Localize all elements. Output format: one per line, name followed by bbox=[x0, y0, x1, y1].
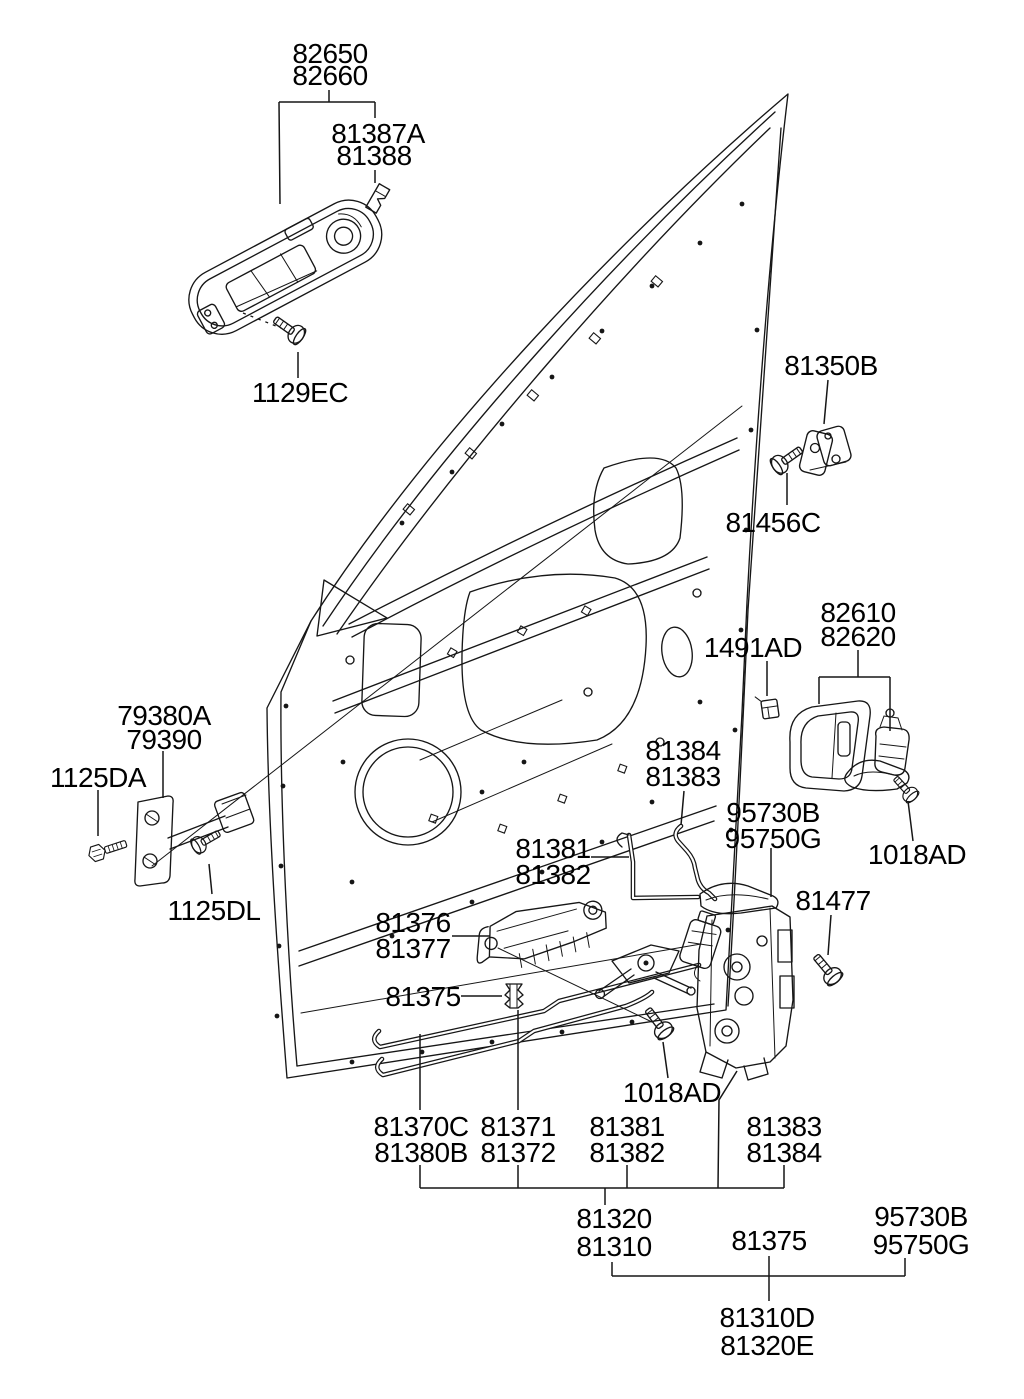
weld-dot bbox=[400, 521, 405, 526]
square-hole bbox=[465, 448, 476, 459]
latch-body-lines bbox=[710, 908, 775, 1058]
regulator-line-1 bbox=[420, 700, 562, 760]
part-label: 81310D bbox=[719, 1302, 815, 1333]
mid-bar-2 bbox=[335, 569, 709, 713]
weld-dot bbox=[350, 1060, 355, 1065]
weld-dot bbox=[600, 329, 605, 334]
weld-dot bbox=[650, 800, 655, 805]
door-checker bbox=[135, 791, 255, 886]
square-hole bbox=[558, 794, 567, 803]
weld-dot bbox=[522, 760, 527, 765]
handle-pad-clip bbox=[366, 184, 390, 213]
clip-body bbox=[761, 699, 779, 719]
latch-hole bbox=[735, 987, 753, 1005]
door-bottom-inner bbox=[297, 1004, 714, 1066]
part-label: 81320 bbox=[576, 1203, 652, 1234]
weld-dot bbox=[600, 840, 605, 845]
square-hole bbox=[618, 764, 627, 773]
part-label: 81383 bbox=[746, 1111, 822, 1142]
leader-1018AD-right bbox=[908, 801, 913, 841]
screw-1018AD-right bbox=[889, 773, 920, 805]
part-label: 1125DL bbox=[167, 895, 261, 926]
part-label: 1129EC bbox=[251, 377, 349, 408]
weld-dot bbox=[726, 928, 731, 933]
rod-81381-outline bbox=[629, 835, 698, 898]
part-label: 81376 bbox=[375, 907, 451, 938]
bezel-lever-slot bbox=[838, 722, 850, 756]
part-label: 81371 bbox=[480, 1111, 556, 1142]
lock-knob-housing bbox=[875, 727, 909, 775]
bolt-1125DA bbox=[87, 836, 129, 863]
part-label: 81372 bbox=[480, 1137, 556, 1168]
part-label: 81384 bbox=[746, 1137, 822, 1168]
weld-dot bbox=[755, 328, 760, 333]
weld-dot bbox=[740, 202, 745, 207]
panel-hole bbox=[584, 688, 592, 696]
weld-dot bbox=[749, 428, 754, 433]
bezel-divider bbox=[832, 713, 836, 778]
hinge-hole bbox=[832, 455, 840, 463]
bracket-detail bbox=[496, 909, 581, 949]
part-label: 81477 bbox=[795, 885, 871, 916]
weld-dot bbox=[275, 1014, 280, 1019]
square-hole bbox=[403, 504, 414, 515]
speaker-hole-outer bbox=[355, 739, 461, 845]
impact-beam-2 bbox=[299, 821, 714, 966]
weld-dot bbox=[284, 704, 289, 709]
weld-dot bbox=[341, 760, 346, 765]
inside-door-handle bbox=[790, 701, 909, 791]
door-rear-inner bbox=[728, 128, 781, 1006]
handle-end-bracket bbox=[196, 303, 226, 335]
part-label: 82610 bbox=[820, 597, 896, 628]
part-label: 81388 bbox=[336, 140, 412, 171]
part-label: 81381 bbox=[515, 833, 591, 864]
hinge-hole bbox=[811, 444, 820, 453]
part-label: 81370C bbox=[373, 1111, 469, 1142]
part-label: 81456C bbox=[725, 507, 821, 538]
part-label: 82660 bbox=[292, 60, 368, 91]
clip-body bbox=[366, 184, 390, 213]
door-front-inner bbox=[281, 621, 311, 1066]
part-label: 82650 bbox=[292, 38, 368, 69]
panel-hole bbox=[346, 656, 354, 664]
part-label: 81350B bbox=[784, 350, 878, 381]
checker-leader-line bbox=[152, 406, 742, 866]
part-label: 81375 bbox=[731, 1225, 807, 1256]
callout-labels bbox=[50, 38, 969, 1361]
weld-dot bbox=[698, 700, 703, 705]
screw-81477 bbox=[809, 950, 845, 988]
square-hole bbox=[498, 824, 507, 833]
weld-dot bbox=[450, 470, 455, 475]
panel-opening-center bbox=[462, 574, 646, 744]
key-cylinder-inner bbox=[331, 224, 355, 248]
door-panel-drawing bbox=[267, 94, 788, 1078]
beltline-2 bbox=[352, 450, 739, 637]
part-label: 95730B bbox=[726, 797, 820, 828]
part-label: 1018AD bbox=[622, 1077, 722, 1108]
beltline-1 bbox=[349, 438, 737, 624]
square-hole bbox=[581, 606, 591, 616]
part-label: 95750G bbox=[724, 823, 822, 854]
rod-81381-core bbox=[629, 835, 698, 898]
handle-lever-line bbox=[854, 772, 898, 776]
leader-1018AD-bottom bbox=[663, 1042, 668, 1078]
door-latch-assembly bbox=[678, 883, 794, 1080]
part-label: 81377 bbox=[375, 933, 451, 964]
hinge-detail bbox=[810, 462, 846, 470]
rod-clip-81375 bbox=[505, 984, 523, 1008]
panel-square-holes bbox=[403, 276, 662, 833]
part-label: 95730B bbox=[874, 1201, 968, 1232]
weld-dot bbox=[277, 944, 282, 949]
part-label: 81387A bbox=[331, 118, 425, 149]
door-outer-outline bbox=[267, 94, 788, 1078]
weld-dot bbox=[560, 1030, 565, 1035]
part-label: 1018AD bbox=[867, 839, 967, 870]
weld-dot bbox=[733, 728, 738, 733]
leader-1125DL bbox=[209, 864, 212, 894]
part-label: 82620 bbox=[820, 621, 896, 652]
leader-81477 bbox=[828, 915, 831, 955]
retaining-clip-1491AD bbox=[755, 694, 779, 720]
bracket-hole bbox=[210, 321, 218, 329]
weld-dot bbox=[480, 790, 485, 795]
clip-detail bbox=[510, 984, 517, 1008]
clip-detail bbox=[375, 191, 385, 197]
latch-hole bbox=[715, 1019, 739, 1043]
part-label: 95750G bbox=[872, 1229, 970, 1260]
checker-plate bbox=[135, 796, 173, 886]
part-label: 81310 bbox=[576, 1231, 652, 1262]
latch-hole-inner bbox=[732, 962, 742, 972]
part-label: 81375 bbox=[385, 981, 461, 1012]
clip-body bbox=[505, 984, 523, 1008]
latch-hole bbox=[757, 936, 767, 946]
part-label: 81381 bbox=[589, 1111, 665, 1142]
latch-bracket-slot bbox=[778, 930, 792, 962]
leader-81350B bbox=[824, 380, 828, 424]
handle-inner-shell bbox=[189, 200, 382, 334]
hinge-plate-2 bbox=[816, 425, 853, 467]
door-hinge bbox=[798, 425, 852, 477]
regulator-line-2 bbox=[432, 744, 612, 822]
handle-detail-line bbox=[220, 207, 370, 313]
square-hole bbox=[429, 814, 438, 823]
leader-82610 bbox=[819, 650, 890, 731]
part-label: 1125DA bbox=[49, 762, 147, 793]
part-label: 81380B bbox=[374, 1137, 468, 1168]
weld-dot bbox=[281, 784, 286, 789]
tree-row2 bbox=[612, 1256, 905, 1301]
part-label: 79390 bbox=[126, 724, 202, 755]
part-label: 81382 bbox=[515, 859, 591, 890]
impact-beam-1 bbox=[299, 806, 716, 951]
part-label: 81383 bbox=[645, 761, 721, 792]
weld-dot bbox=[490, 1040, 495, 1045]
checker-end-block bbox=[213, 791, 254, 833]
part-label: 81382 bbox=[589, 1137, 665, 1168]
bellcrank-pivot-center bbox=[644, 961, 649, 966]
weld-dot bbox=[650, 284, 655, 289]
panel-hole bbox=[693, 589, 701, 597]
key-cylinder-outer bbox=[321, 213, 367, 259]
lock-knob-cap bbox=[879, 716, 906, 759]
weld-dot bbox=[500, 422, 505, 427]
weld-dot bbox=[350, 880, 355, 885]
square-hole bbox=[527, 390, 538, 401]
screw-1129EC bbox=[270, 312, 308, 347]
weld-dot bbox=[279, 864, 284, 869]
bracket-hole bbox=[484, 936, 498, 950]
bracket-ear bbox=[472, 927, 494, 964]
clip-detail bbox=[755, 694, 779, 720]
latch-hole-inner bbox=[722, 1026, 732, 1036]
part-label: 79380A bbox=[117, 700, 211, 731]
weld-dot bbox=[470, 900, 475, 905]
part-label: 81384 bbox=[645, 735, 721, 766]
part-label: 1491AD bbox=[703, 632, 803, 663]
weld-dot bbox=[698, 241, 703, 246]
leader-81384 bbox=[681, 791, 684, 825]
bracket-hole bbox=[204, 309, 212, 317]
panel-oval-hole bbox=[659, 625, 696, 679]
tree-row1 bbox=[420, 1165, 784, 1205]
square-hole bbox=[589, 333, 600, 344]
weld-dot bbox=[630, 1020, 635, 1025]
part-label: 81320E bbox=[720, 1330, 814, 1361]
weld-dot bbox=[550, 375, 555, 380]
speaker-hole-inner bbox=[363, 747, 453, 837]
mirror-bracket bbox=[317, 580, 387, 636]
